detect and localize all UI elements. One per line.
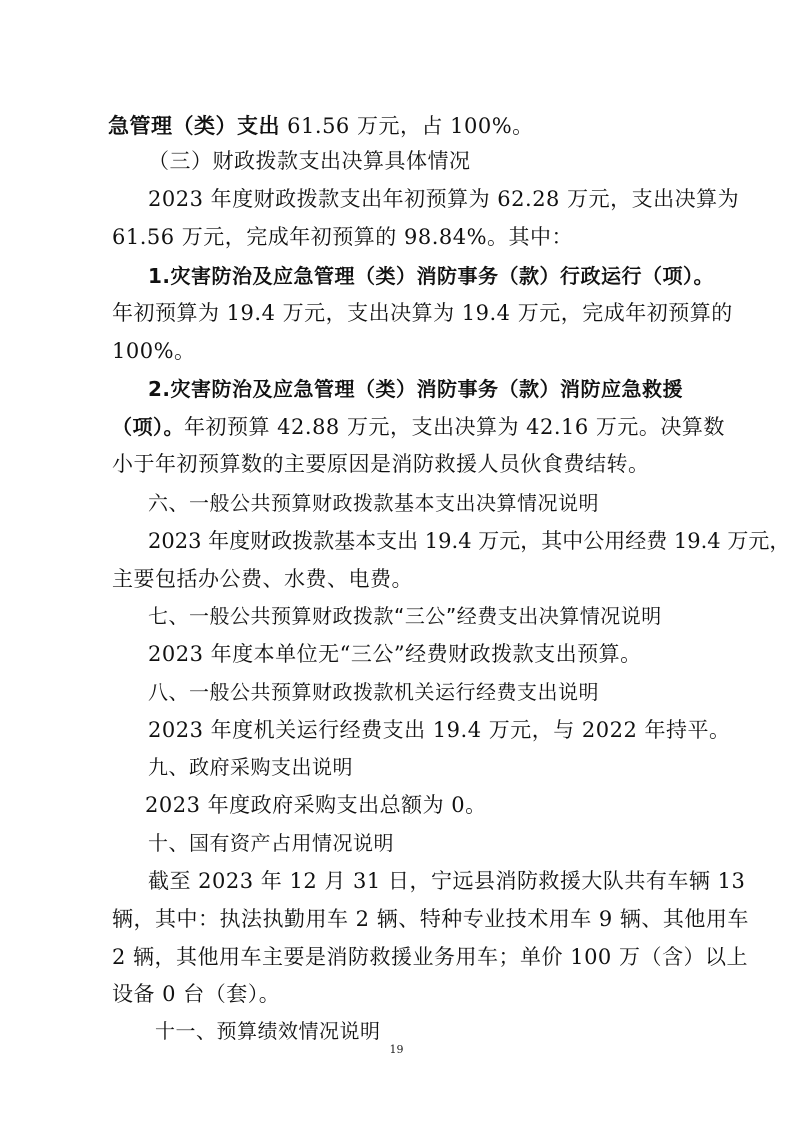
item-1-heading: 1.灾害防治及应急管理（类）消防事务（款）行政运行（项）。 bbox=[148, 264, 715, 288]
line-6: 年初预算为 19.4 万元，支出决算为 19.4 万元，完成年初预算的 bbox=[112, 301, 733, 325]
line-12: 2023 年度财政拨款基本支出 19.4 万元，其中公用经费 19.4 万元， bbox=[148, 529, 791, 553]
line-24: 设备 0 台（套）。 bbox=[112, 982, 281, 1006]
line-22: 辆，其中：执法执勤用车 2 辆、特种专业技术用车 9 辆、其他用车 bbox=[112, 907, 749, 931]
line-7: 100%。 bbox=[112, 339, 196, 363]
line-17: 2023 年度机关运行经费支出 19.4 万元，与 2022 年持平。 bbox=[148, 718, 731, 742]
section-heading-7: 七、一般公共预算财政拨款“三公”经费支出决算情况说明 bbox=[148, 604, 662, 628]
line-1 bbox=[108, 111, 534, 141]
line-21: 截至 2023 年 12 月 31 日，宁远县消防救援大队共有车辆 13 bbox=[148, 869, 746, 893]
section-heading-8: 八、一般公共预算财政拨款机关运行经费支出说明 bbox=[148, 680, 599, 704]
line-13: 主要包括办公费、水费、电费。 bbox=[112, 567, 413, 591]
line-10: 小于年初预算数的主要原因是消防救援人员伙食费结转。 bbox=[112, 452, 650, 476]
item-2-heading: 2.灾害防治及应急管理（类）消防事务（款）消防应急救援 bbox=[148, 377, 684, 401]
line-4: 61.56 万元，完成年初预算的 98.84%。其中： bbox=[112, 225, 574, 249]
line-3: 2023 年度财政拨款支出年初预算为 62.28 万元，支出决算为 bbox=[148, 187, 740, 211]
section-heading-9: 九、政府采购支出说明 bbox=[148, 755, 353, 779]
line-9-bold: （项）。 bbox=[112, 415, 184, 439]
page-number: 19 bbox=[389, 1043, 404, 1056]
line-1-text: 61.56 万元，占 100%。 bbox=[280, 114, 534, 138]
line-23: 2 辆，其他用车主要是消防救援业务用车；单价 100 万（含）以上 bbox=[112, 945, 748, 969]
line-9 bbox=[112, 412, 727, 442]
line-15: 2023 年度本单位无“三公”经费财政拨款支出预算。 bbox=[148, 642, 642, 666]
section-subheading-3: （三）财政拨款支出决算具体情况 bbox=[148, 149, 471, 173]
line-19: 2023 年度政府采购支出总额为 0。 bbox=[145, 793, 487, 817]
section-heading-6: 六、一般公共预算财政拨款基本支出决算情况说明 bbox=[148, 491, 599, 515]
section-heading-11: 十一、预算绩效情况说明 bbox=[155, 1019, 381, 1043]
line-1-bold: 急管理（类）支出 bbox=[108, 114, 280, 138]
section-heading-10: 十、国有资产占用情况说明 bbox=[148, 831, 394, 855]
line-9-text: 年初预算 42.88 万元，支出决算为 42.16 万元。决算数 bbox=[184, 415, 725, 439]
